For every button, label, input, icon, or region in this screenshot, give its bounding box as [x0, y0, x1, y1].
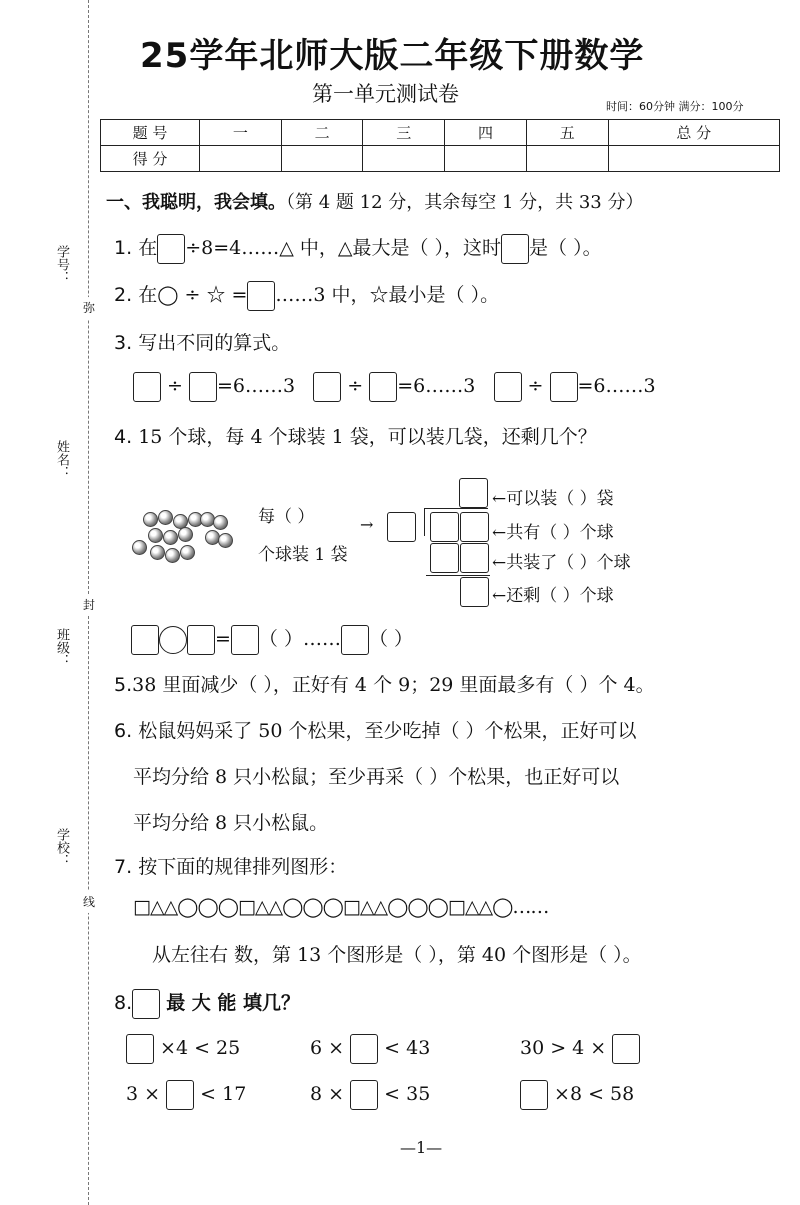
q3-equations [133, 372, 656, 402]
q8-expr-text: ×4 < 25 [160, 1037, 241, 1059]
division-sign: ÷ [347, 375, 364, 397]
q-number: 7. [114, 856, 133, 878]
page-title: 25学年北师大版二年级下册数学 [140, 36, 645, 76]
operator-circle[interactable] [159, 626, 187, 654]
q8-expr-1 [126, 1034, 240, 1064]
answer-box[interactable] [187, 625, 215, 655]
question-5 [114, 670, 655, 697]
q8-expr-3 [520, 1034, 640, 1064]
score-row [101, 146, 780, 172]
answer-box[interactable] [189, 372, 217, 402]
page-number: —1— [400, 1138, 443, 1157]
question-6 [114, 716, 636, 743]
soccer-ball-icon [165, 548, 180, 563]
q4-right-4: ←还剩（ ）个球 [492, 586, 614, 606]
seal-mark-mi: 弥 [78, 297, 100, 319]
school-label: 学校： [54, 828, 69, 867]
equals-sign: = [215, 628, 231, 650]
q4-eq-text-b: （ ） [368, 628, 414, 650]
q8-text: 最 大 能 填几？ [166, 992, 301, 1014]
score-cell[interactable] [526, 146, 608, 172]
answer-box[interactable] [387, 512, 416, 542]
soccer-ball-icon [132, 540, 147, 555]
q4-left-line1: 每（ ） [258, 507, 315, 527]
answer-box[interactable] [133, 372, 161, 402]
q-number: 1. [114, 237, 133, 259]
score-header-cell: 二 [281, 120, 363, 146]
soccer-ball-icon [213, 515, 228, 530]
q8-expr-text: < 17 [200, 1083, 247, 1105]
answer-box[interactable] [520, 1080, 548, 1110]
answer-box[interactable] [550, 372, 578, 402]
answer-box[interactable] [313, 372, 341, 402]
answer-box[interactable] [460, 577, 489, 607]
q4-right-1: ←可以装（ ）袋 [492, 489, 614, 509]
q4-right-3: ←共装了（ ）个球 [492, 553, 631, 573]
q3-text: 写出不同的算式。 [138, 332, 291, 354]
answer-box[interactable] [157, 234, 185, 264]
q2-text-a: 在◯ ÷ ☆ = [138, 284, 248, 306]
q1-text-a: 在 [138, 237, 158, 259]
soccer-ball-icon [150, 545, 165, 560]
q4-label-packed: 共装了（ ）个球 [506, 553, 631, 573]
q4-left-line2: 个球装 1 袋 [258, 545, 348, 565]
q7-question: 从左往右 数，第 13 个图形是（ ），第 40 个图形是（ ）。 [152, 944, 642, 966]
answer-box[interactable] [350, 1080, 378, 1110]
q8-expr-4 [126, 1080, 246, 1110]
page-subtitle: 第一单元测试卷 [312, 82, 459, 106]
q6-line-1: 松鼠妈妈采了 50 个松果，至少吃掉（ ）个松果，正好可以 [138, 720, 637, 742]
score-header-cell: 一 [200, 120, 282, 146]
q8-expr-text: 6 × [310, 1037, 345, 1059]
q6-line-3: 平均分给 8 只小松鼠。 [133, 812, 329, 834]
division-sign: ÷ [167, 375, 183, 397]
answer-box[interactable] [341, 625, 369, 655]
question-1 [114, 233, 602, 264]
score-cell[interactable] [445, 146, 527, 172]
answer-box[interactable] [430, 512, 459, 542]
q4-label-remain: 还剩（ ）个球 [506, 586, 614, 606]
q4-equation [131, 624, 413, 655]
q1-text-b: ÷8=4……△ 中，△最大是（ ），这时 [185, 237, 502, 259]
subtraction-bar [426, 575, 490, 576]
answer-box[interactable] [430, 543, 459, 573]
q-number: 2. [114, 284, 133, 306]
q-number: 5. [114, 674, 133, 696]
q7-pattern: □△△◯◯◯□△△◯◯◯□△△◯◯◯□△△◯…… [133, 896, 549, 918]
division-bracket [424, 508, 425, 536]
question-7 [114, 852, 347, 879]
q5-text: 38 里面减少（ ），正好有 4 个 9；29 里面最多有（ ）个 4。 [132, 674, 655, 696]
time-info: 时间：60分钟 满分：100分 [606, 100, 744, 113]
q-number: 6. [114, 720, 133, 742]
class-label: 班级： [54, 628, 69, 667]
student-no-label: 学号： [54, 245, 69, 284]
arrow-icon: → [360, 515, 374, 534]
q8-expr-text: < 35 [384, 1083, 431, 1105]
q-number: 3. [114, 332, 133, 354]
q8-expr-text: 3 × [126, 1083, 161, 1105]
score-header-cell: 题 号 [101, 120, 200, 146]
score-header-cell: 四 [445, 120, 527, 146]
score-table [100, 119, 780, 172]
score-cell[interactable] [363, 146, 445, 172]
division-bar [424, 508, 488, 509]
q3-result: =6……3 [217, 375, 296, 397]
q8-expr-text: 30 > 4 × [520, 1037, 607, 1059]
question-4 [114, 422, 597, 449]
seal-mark-feng: 封 [78, 594, 100, 616]
q-number: 8. [114, 992, 133, 1014]
soccer-ball-icon [143, 512, 158, 527]
soccer-ball-icon [158, 510, 173, 525]
q7-text: 按下面的规律排列图形： [138, 856, 348, 878]
q8-expr-2 [310, 1034, 430, 1064]
section-heading [106, 188, 644, 214]
q6-line-2: 平均分给 8 只小松鼠；至少再采（ ）个松果，也正好可以 [133, 766, 620, 788]
answer-box[interactable] [494, 372, 522, 402]
q8-expr-6 [520, 1080, 634, 1110]
q1-text-c: 是（ ）。 [529, 237, 602, 259]
q-number: 4. [114, 426, 133, 448]
q4-eq-text-a: （ ）…… [258, 628, 341, 650]
name-label: 姓名： [54, 440, 69, 479]
answer-box[interactable] [459, 478, 488, 508]
answer-box[interactable] [612, 1034, 640, 1064]
answer-box[interactable] [501, 234, 529, 264]
q4-text: 15 个球，每 4 个球装 1 袋，可以装几袋，还剩几个？ [138, 426, 597, 448]
score-header-cell: 五 [526, 120, 608, 146]
q8-expr-text: < 43 [384, 1037, 431, 1059]
question-8 [114, 988, 300, 1019]
answer-box[interactable] [126, 1034, 154, 1064]
question-3 [114, 328, 290, 355]
answer-box[interactable] [369, 372, 397, 402]
answer-box[interactable] [131, 625, 159, 655]
score-header-row [101, 120, 780, 146]
q4-right-2: ←共有（ ）个球 [492, 523, 614, 543]
q8-expr-5 [310, 1080, 430, 1110]
score-header-cell: 总 分 [608, 120, 779, 146]
q2-text-b: ……3 中，☆最小是（ ）。 [275, 284, 500, 306]
q4-label-bags: 可以装（ ）袋 [506, 489, 614, 509]
q8-expr-text: ×8 < 58 [554, 1083, 635, 1105]
q8-expr-text: 8 × [310, 1083, 345, 1105]
answer-box[interactable] [132, 989, 160, 1019]
soccer-ball-icon [148, 528, 163, 543]
q3-result: =6……3 [577, 375, 656, 397]
score-row-label: 得 分 [101, 146, 200, 172]
answer-box[interactable] [460, 543, 489, 573]
score-header-cell: 三 [363, 120, 445, 146]
score-cell[interactable] [200, 146, 282, 172]
answer-box[interactable] [247, 281, 275, 311]
answer-box[interactable] [231, 625, 259, 655]
soccer-ball-icon [163, 530, 178, 545]
answer-box[interactable] [166, 1080, 194, 1110]
division-sign: ÷ [527, 375, 544, 397]
score-cell[interactable] [281, 146, 363, 172]
soccer-ball-icon [218, 533, 233, 548]
answer-box[interactable] [350, 1034, 378, 1064]
section-note: （第 4 题 12 分，其余每空 1 分，共 33 分） [286, 192, 644, 213]
answer-box[interactable] [460, 512, 489, 542]
score-cell[interactable] [608, 146, 779, 172]
seal-mark-xian: 线 [78, 891, 100, 913]
q4-label-total: 共有（ ）个球 [506, 523, 614, 543]
question-2 [114, 280, 499, 311]
soccer-ball-icon [178, 527, 193, 542]
soccer-ball-icon [180, 545, 195, 560]
section-title: 一、我聪明，我会填。 [106, 192, 286, 213]
q3-result: =6……3 [397, 375, 476, 397]
